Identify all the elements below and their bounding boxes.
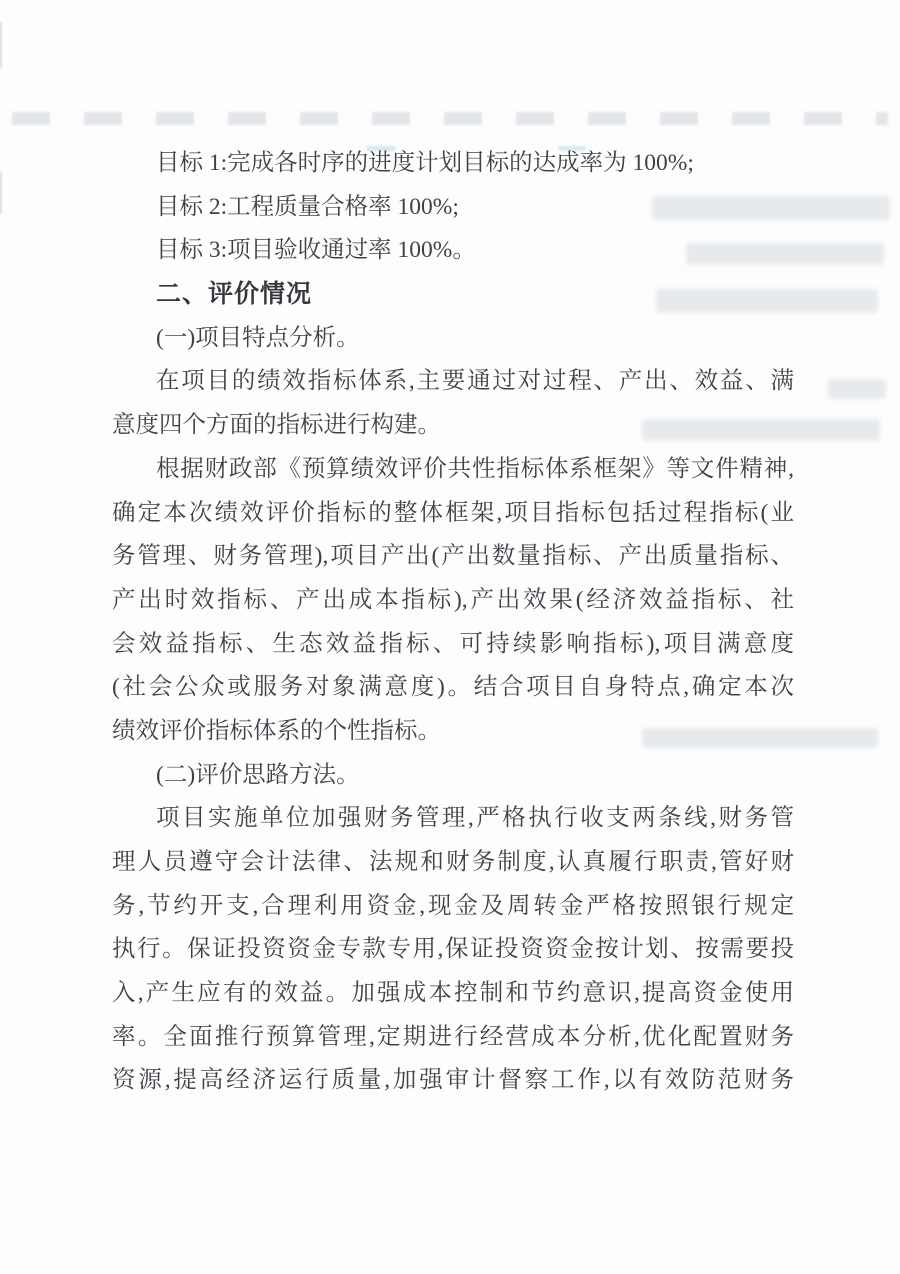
paragraph-line: 意度四个方面的指标进行构建。: [112, 412, 441, 439]
subsection-heading-2: (二)评价思路方法。: [156, 761, 360, 788]
paragraph-line: 根据财政部《预算绩效评价共性指标体系框架》等文件精神,: [156, 455, 794, 482]
subsection-heading-1: (一)项目特点分析。: [156, 324, 360, 351]
paragraph-line: 入,产生应有的效益。加强成本控制和节约意识,提高资金使用: [112, 980, 794, 1007]
paragraph-line: 理人员遵守会计法律、法规和财务制度,认真履行职责,管好财: [112, 849, 794, 875]
paragraph-line: 产出时效指标、产出成本指标),产出效果(经济效益指标、社: [112, 586, 794, 613]
paragraph-line: 在项目的绩效指标体系,主要通过对过程、产出、效益、满: [156, 368, 794, 395]
paragraph-line: 绩效评价指标体系的个性指标。: [112, 717, 441, 744]
section-heading: 二、评价情况: [156, 280, 313, 309]
paragraph-line: 资源,提高经济运行质量,加强审计督察工作,以有效防范财务: [112, 1067, 794, 1094]
paragraph-line: (社会公众或服务对象满意度)。结合项目自身特点,确定本次: [112, 674, 794, 701]
paragraph-line: 会效益指标、生态效益指标、可持续影响指标),项目满意度: [112, 630, 794, 657]
paragraph-line: 项目实施单位加强财务管理,严格执行收支两条线,财务管: [156, 805, 794, 832]
scan-artifact: [0, 22, 2, 68]
scan-artifact: [0, 172, 2, 214]
paragraph-line: 确定本次绩效评价指标的整体框架,项目指标包括过程指标(业: [112, 499, 794, 526]
goal-line-3: 目标 3:项目验收通过率 100%。: [156, 237, 476, 264]
paragraph-line: 率。全面推行预算管理,定期进行经营成本分析,优化配置财务: [112, 1023, 794, 1050]
goal-line-1: 目标 1:完成各时序的进度计划目标的达成率为 100%;: [156, 150, 694, 176]
scan-artifact: [12, 112, 888, 125]
scan-artifact: [828, 379, 886, 399]
paragraph-line: 务管理、财务管理),项目产出(产出数量指标、产出质量指标、: [112, 543, 794, 570]
goal-line-2: 目标 2:工程质量合格率 100%;: [156, 193, 459, 220]
document-body: [112, 142, 794, 1103]
paragraph-line: 执行。保证投资资金专款专用,保证投资资金按计划、按需要投: [112, 936, 794, 963]
paragraph-line: 务,节约开支,合理利用资金,现金及周转金严格按照银行规定: [112, 892, 794, 919]
